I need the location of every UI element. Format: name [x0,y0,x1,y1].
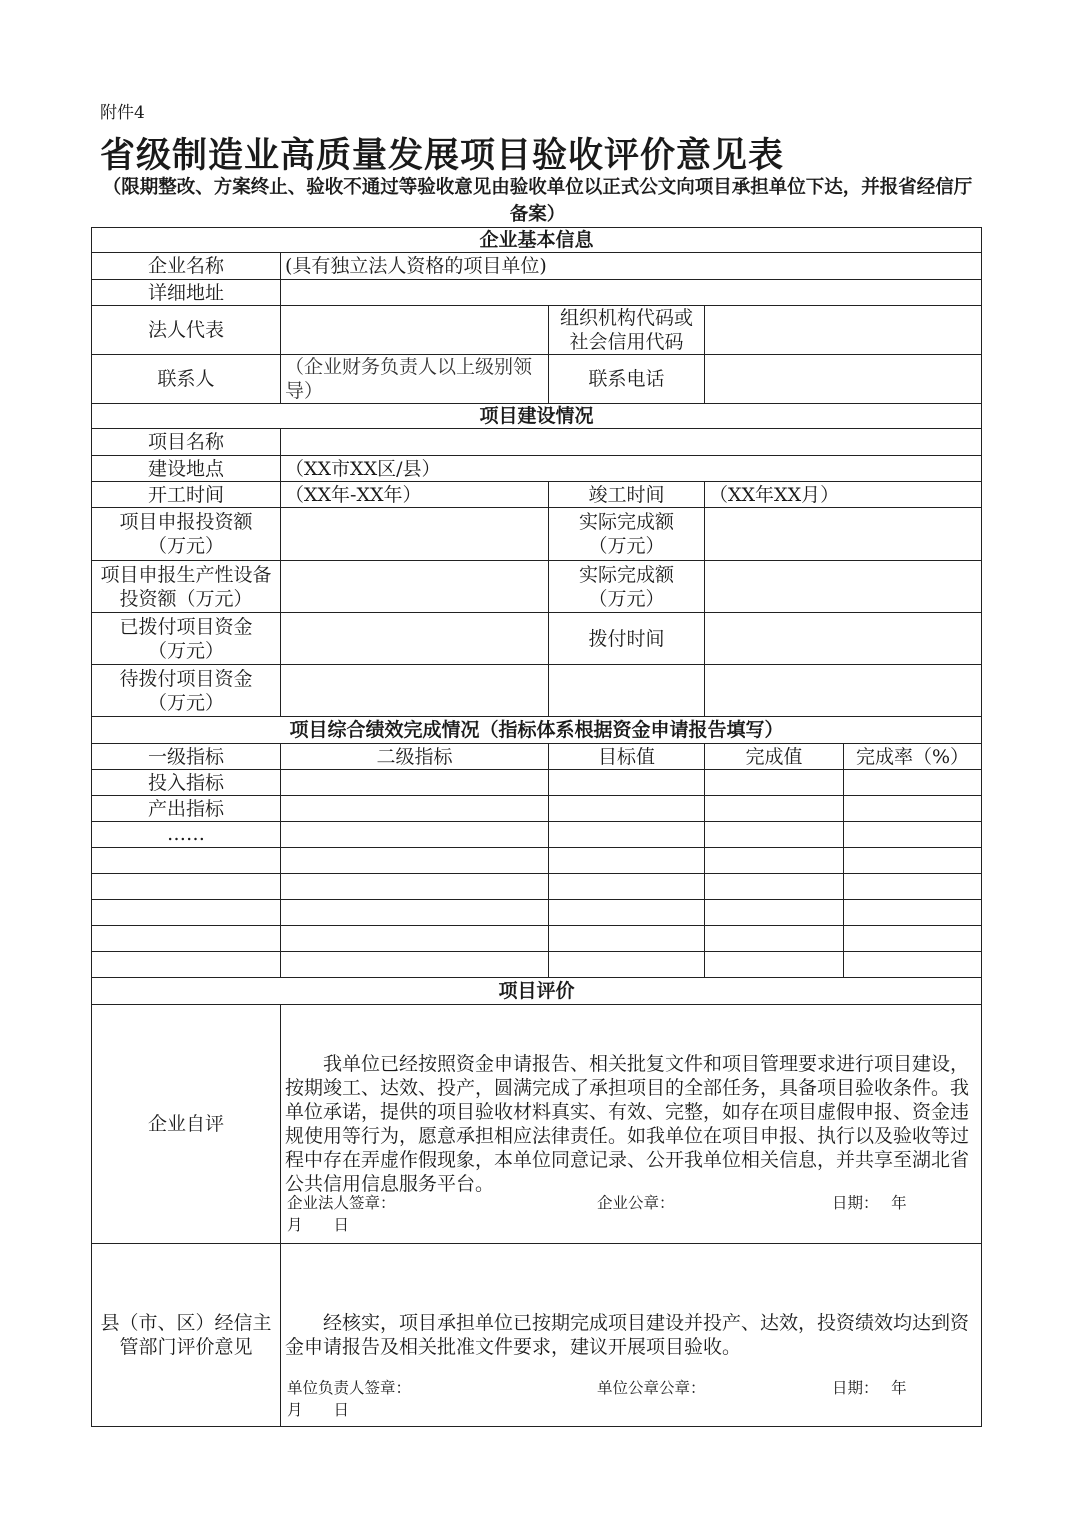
level2-cell[interactable] [281,900,549,926]
target-cell[interactable] [549,822,705,848]
company-seal-label: 企业公章： [597,1194,675,1212]
allocated-funds-field[interactable] [281,613,549,665]
performance-header-row [92,744,982,770]
evaluation-form-table [91,227,982,1427]
date-label: 日期： 年 [832,1379,907,1397]
equipment-investment-field[interactable] [281,561,549,613]
completed-cell[interactable] [705,848,844,874]
end-time-label: 竣工时间 [549,482,705,508]
company-name-row [92,253,982,280]
rate-cell[interactable] [844,770,982,796]
document-subtitle: （限期整改、方案终止、验收不通过等验收意见由验收单位以正式公文向项目承担单位下达，并报省经信厅备案） [102,177,973,225]
org-code-label: 组织机构代码或社会信用代码 [549,306,705,355]
actual-amount2-label: 实际完成额（万元） [549,561,705,613]
section-row [92,978,982,1005]
project-name-field[interactable] [281,429,982,456]
date-label: 日期： 年 [832,1194,907,1212]
head-signature-label: 单位负责人签章： [287,1379,412,1397]
target-cell[interactable] [549,770,705,796]
indicator-cell: …… [92,822,281,848]
company-name-label: 企业名称 [92,253,281,280]
self-evaluation-text: 我单位已经按照资金申请报告、相关批复文件和项目管理要求进行项目建设，按期竣工、达效、投产，圆满完成了承担项目的全部任务，具备项目验收条件。我单位承诺，提供的项目验收材料真实、有效、完整，如存在项目虚假申报、资金违规使用等行为，愿意承担相应法律责任。如我单位在项目申报、执行以及验收等过程中存在弄虚作假现象，本单位同意记录、公开我单位相关信息，并共享至湖北省公共信用信息服务平台。 [285,1053,970,1195]
location-field[interactable]: （XX市XX区/县） [281,456,982,482]
self-evaluation-field[interactable] [281,1005,982,1244]
pending-funds-label: 待拨付项目资金（万元） [92,665,281,717]
indicator-cell: 投入指标 [92,770,281,796]
rate-cell[interactable] [844,822,982,848]
allocation-time-label: 拨付时间 [549,613,705,665]
level2-cell[interactable] [281,796,549,822]
pending-funds-field[interactable] [281,665,549,717]
table-row [92,848,982,874]
completed-cell[interactable] [705,770,844,796]
actual-amount2-field[interactable] [705,561,982,613]
level2-cell[interactable] [281,874,549,900]
section-row [92,404,982,429]
table-row [92,900,982,926]
section-construction: 项目建设情况 [92,404,982,429]
declared-investment-field[interactable] [281,508,549,561]
header-level1: 一级指标 [92,744,281,770]
location-row [92,456,982,482]
address-field[interactable] [281,280,982,306]
dept-evaluation-row [92,1244,982,1427]
allocated-funds-label: 已拨付项目资金（万元） [92,613,281,665]
pending-extra-field[interactable] [705,665,982,717]
legal-rep-label: 法人代表 [92,306,281,355]
completed-cell[interactable] [705,796,844,822]
legal-rep-row [92,306,982,355]
completed-cell[interactable] [705,874,844,900]
location-label: 建设地点 [92,456,281,482]
dept-evaluation-text: 经核实，项目承担单位已按期完成项目建设并投产、达效，投资绩效均达到资金申请报告及相关批准文件要求，建议开展项目验收。 [285,1312,970,1358]
rate-cell[interactable] [844,900,982,926]
pending-row [92,665,982,717]
section-row [92,717,982,744]
indicator-cell [92,848,281,874]
project-name-row [92,429,982,456]
header-rate: 完成率（%） [844,744,982,770]
declared-investment-label: 项目申报投资额（万元） [92,508,281,561]
dept-evaluation-field[interactable] [281,1244,982,1427]
contact-field[interactable]: （企业财务负责人以上级别领导） [281,355,549,404]
pending-extra-cell[interactable] [549,665,705,717]
section-basic-info: 企业基本信息 [92,228,982,253]
section-evaluation: 项目评价 [92,978,982,1005]
dept-evaluation-label: 县（市、区）经信主管部门评价意见 [92,1244,281,1427]
allocation-time-field[interactable] [705,613,982,665]
company-name-field[interactable]: (具有独立法人资格的项目单位) [281,253,982,280]
phone-field[interactable] [705,355,982,404]
level2-cell[interactable] [281,848,549,874]
self-evaluation-label: 企业自评 [92,1005,281,1244]
start-time-label: 开工时间 [92,482,281,508]
table-row [92,926,982,952]
equipment-row [92,561,982,613]
level2-cell[interactable] [281,952,549,978]
completed-cell[interactable] [705,900,844,926]
phone-label: 联系电话 [549,355,705,404]
legal-rep-field[interactable] [281,306,549,355]
section-performance: 项目综合绩效完成情况（指标体系根据资金申请报告填写） [92,717,982,744]
target-cell[interactable] [549,848,705,874]
table-row [92,770,982,796]
actual-amount-field[interactable] [705,508,982,561]
indicator-cell [92,926,281,952]
level2-cell[interactable] [281,822,549,848]
header-completed: 完成值 [705,744,844,770]
schedule-row [92,482,982,508]
section-row [92,228,982,253]
header-target: 目标值 [549,744,705,770]
target-cell[interactable] [549,796,705,822]
target-cell[interactable] [549,874,705,900]
table-row [92,796,982,822]
attachment-label: 附件4 [100,103,145,123]
contact-label: 联系人 [92,355,281,404]
end-time-field[interactable]: （XX年XX月） [705,482,982,508]
start-time-field[interactable]: （XX年-XX年） [281,482,549,508]
investment-row [92,508,982,561]
rate-cell[interactable] [844,874,982,900]
month-day-label: 月 日 [287,1401,350,1419]
rate-cell[interactable] [844,796,982,822]
dept-seal-label: 单位公章公章： [597,1379,706,1397]
rate-cell[interactable] [844,926,982,952]
indicator-cell [92,874,281,900]
completed-cell[interactable] [705,926,844,952]
legal-signature-label: 企业法人签章： [287,1194,396,1212]
contact-row [92,355,982,404]
actual-amount-label: 实际完成额（万元） [549,508,705,561]
address-label: 详细地址 [92,280,281,306]
project-name-label: 项目名称 [92,429,281,456]
header-level2: 二级指标 [281,744,549,770]
indicator-cell: 产出指标 [92,796,281,822]
target-cell[interactable] [549,952,705,978]
indicator-cell [92,900,281,926]
address-row [92,280,982,306]
level2-cell[interactable] [281,926,549,952]
level2-cell[interactable] [281,770,549,796]
rate-cell[interactable] [844,848,982,874]
document-title: 省级制造业高质量发展项目验收评价意见表 [100,136,785,176]
table-row [92,822,982,848]
org-code-field[interactable] [705,306,982,355]
table-row [92,952,982,978]
target-cell[interactable] [549,900,705,926]
allocated-row [92,613,982,665]
equipment-investment-label: 项目申报生产性设备投资额（万元） [92,561,281,613]
target-cell[interactable] [549,926,705,952]
completed-cell[interactable] [705,952,844,978]
table-row [92,874,982,900]
self-evaluation-row [92,1005,982,1244]
month-day-label: 月 日 [287,1216,350,1234]
indicator-cell [92,952,281,978]
completed-cell[interactable] [705,822,844,848]
rate-cell[interactable] [844,952,982,978]
